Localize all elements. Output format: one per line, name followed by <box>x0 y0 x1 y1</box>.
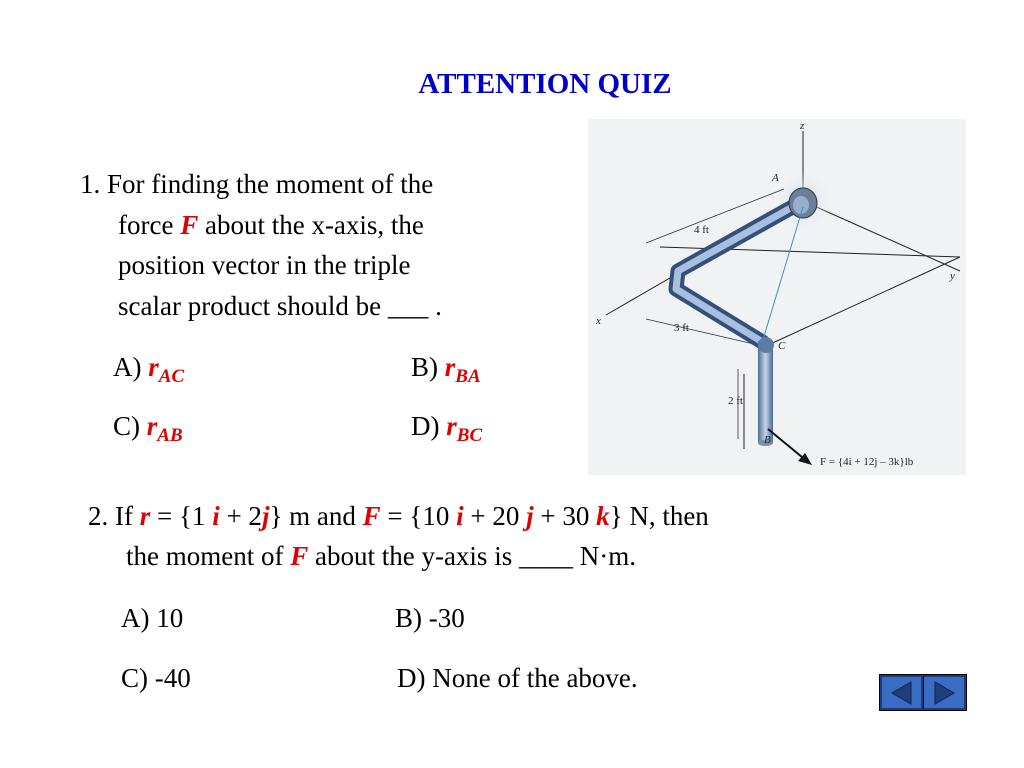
q2-line-1: 2. If r = {1 i + 2j} m and F = {10 i + 20 j + 30 k} N, then <box>88 501 709 531</box>
q2-option-c[interactable]: C) -40 <box>121 663 191 693</box>
q2-option-b[interactable]: B) -30 <box>395 603 465 633</box>
force-vector-F-q2: F <box>362 501 381 531</box>
force-vector-F: F <box>180 209 199 240</box>
axis-z-label: z <box>800 120 805 132</box>
dimension-2ft-label: 2 ft <box>728 395 743 407</box>
axis-y-label: y <box>950 270 955 282</box>
q1-line-4: scalar product should be ___ . <box>118 290 442 321</box>
previous-triangle-icon <box>889 680 915 706</box>
dimension-3ft-label: 3 ft <box>674 322 689 334</box>
next-triangle-icon <box>931 680 957 706</box>
question-1 <box>80 164 550 326</box>
axis-x-label: x <box>596 315 601 327</box>
q1-line-1: 1. For finding the moment of the <box>80 169 434 199</box>
q2-option-a[interactable]: A) 10 <box>121 603 184 633</box>
dimension-4ft-label: 4 ft <box>694 224 709 236</box>
point-A-label: A <box>772 172 779 184</box>
position-vector-r: r <box>139 501 151 531</box>
point-B-label: B <box>764 434 771 446</box>
q1-option-d[interactable]: D) $r_{BC}$ <box>411 411 483 446</box>
point-C-label: C <box>778 340 786 352</box>
next-slide-button[interactable] <box>923 675 966 710</box>
previous-slide-button[interactable] <box>880 675 923 710</box>
pipe-diagram-svg <box>588 119 966 475</box>
force-arrow <box>768 429 812 465</box>
force-equation-label: F = {4i + 12j – 3k}lb <box>820 456 914 468</box>
quiz-title: ATTENTION QUIZ <box>418 68 672 100</box>
question-2 <box>88 496 928 576</box>
q1-option-c[interactable]: C) $r_{AB}$ <box>113 411 183 446</box>
q1-line-2: force F about the x-axis, the <box>118 209 424 240</box>
pipe-force-figure <box>588 119 966 475</box>
slide-navigation <box>879 674 967 711</box>
q1-option-b[interactable]: B) $r_{BA}$ <box>411 352 481 387</box>
q1-line-3: position vector in the triple <box>118 250 411 280</box>
q2-option-d[interactable]: D) None of the above. <box>397 663 638 693</box>
q1-option-a[interactable]: A) $r_{AC}$ <box>113 352 185 387</box>
q2-line-2: the moment of F about the y-axis is ____ N·m. <box>126 541 636 571</box>
